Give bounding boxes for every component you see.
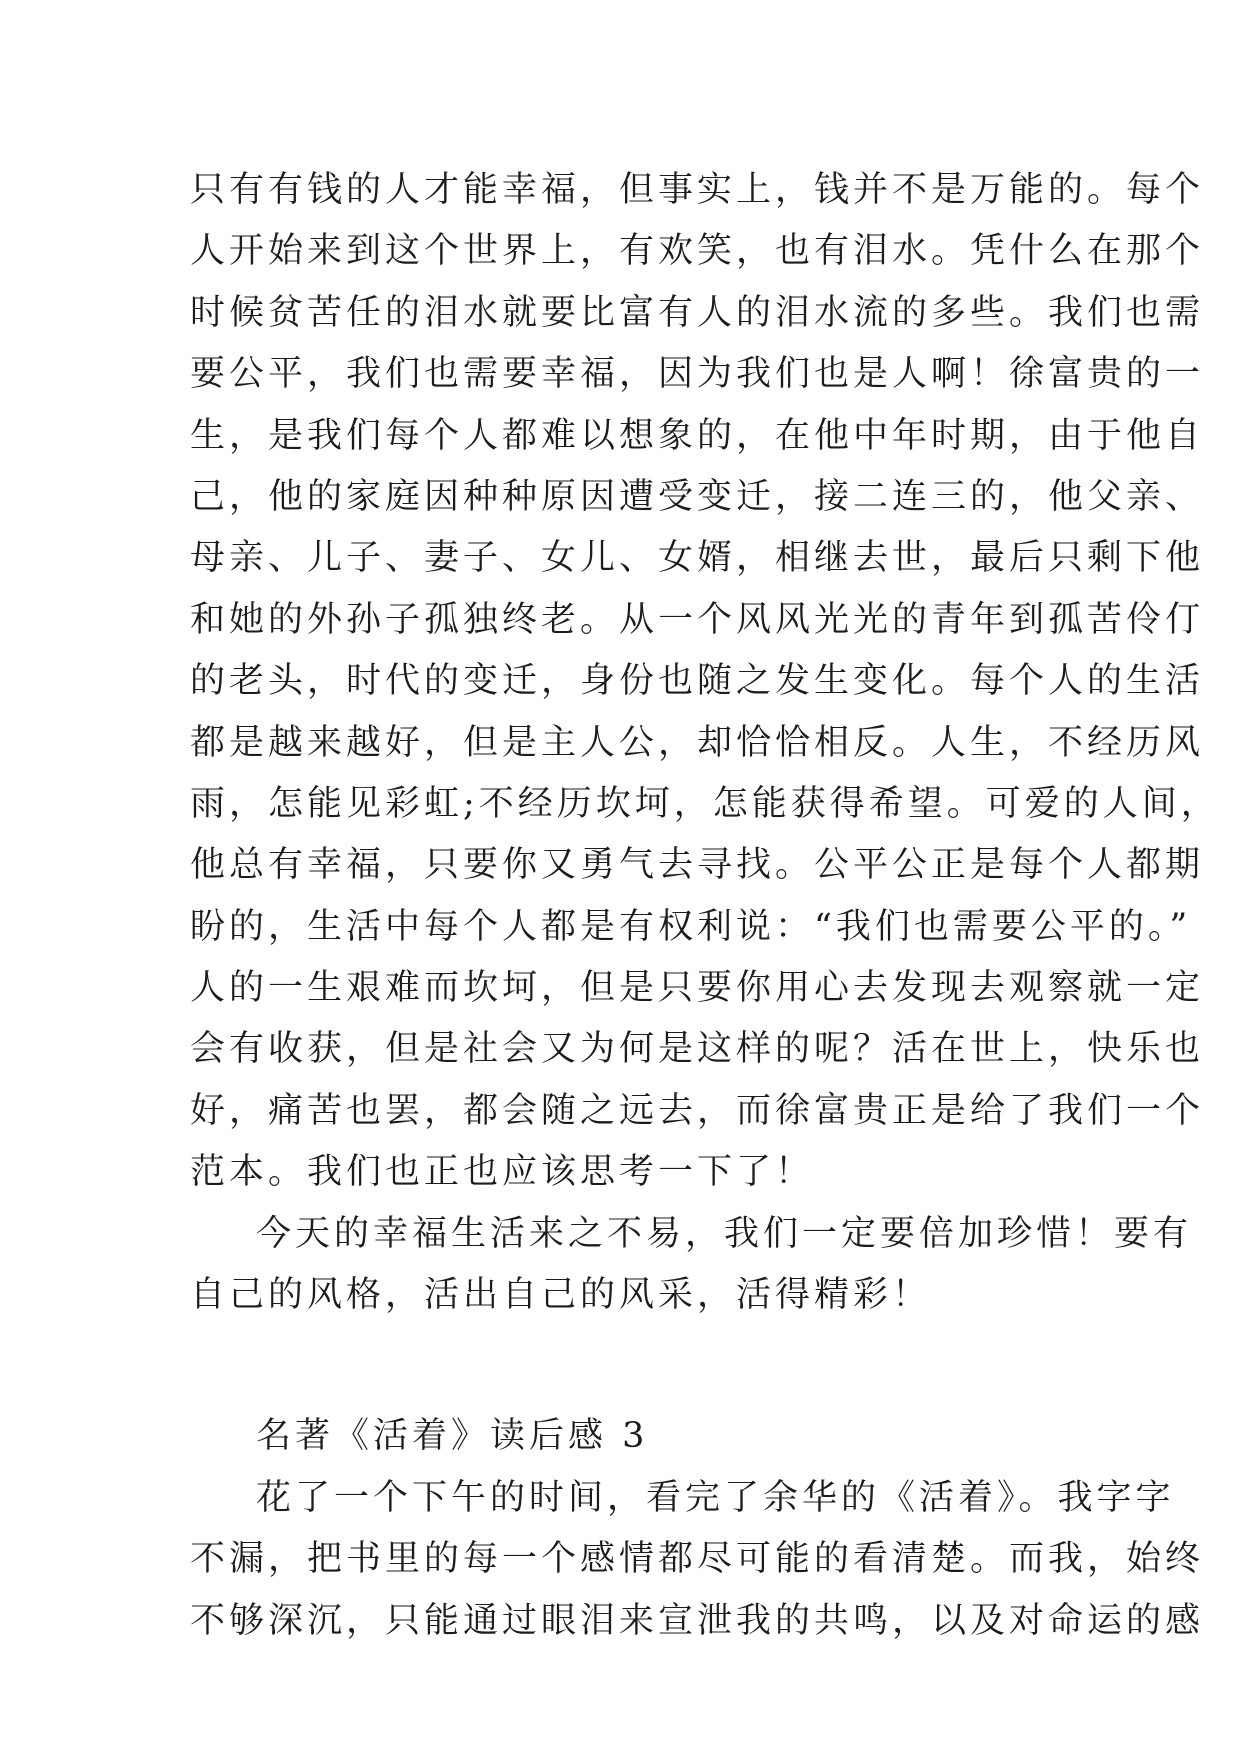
text-line: 不够深沉，只能通过眼泪来宣泄我的共鸣，以及对命运的感 — [190, 1600, 1205, 1641]
paragraph-3 — [190, 1468, 1205, 1652]
text-line: 不漏，把书里的每一个感情都尽可能的看清楚。而我，始终 — [190, 1539, 1205, 1580]
text-line: 生，是我们每个人都难以想象的，在他中年时期，由于他自 — [190, 415, 1205, 456]
text-line: 人开始来到这个世界上，有欢笑，也有泪水。凭什么在那个 — [190, 231, 1205, 272]
text-line: 范本。我们也正也应该思考一下了！ — [190, 1152, 815, 1193]
document-body — [190, 160, 1220, 1652]
text-line: 母亲、儿子、妻子、女儿、女婿，相继去世，最后只剩下他 — [190, 538, 1205, 579]
text-line: 好，痛苦也罢，都会随之远去，而徐富贵正是给了我们一个 — [190, 1090, 1205, 1131]
text-line: 己，他的家庭因种种原因遭受变迁，接二连三的，他父亲、 — [190, 476, 1205, 517]
text-line: 都是越来越好，但是主人公，却恰恰相反。人生，不经历风 — [190, 722, 1205, 763]
text-line: 雨，怎能见彩虹;不经历坎坷，怎能获得希望。可爱的人间， — [190, 783, 1220, 824]
section-heading: 名著《活着》读后感 3 — [256, 1416, 649, 1457]
text-line: 花了一个下午的时间，看完了余华的《活着》。我字字 — [256, 1477, 1175, 1518]
text-line: 要公平，我们也需要幸福，因为我们也是人啊！徐富贵的一 — [190, 354, 1205, 395]
text-line: 今天的幸福生活来之不易，我们一定要倍加珍惜！要有 — [256, 1213, 1193, 1254]
paragraph-2 — [190, 1204, 1193, 1327]
text-line: 会有收获，但是社会又为何是这样的呢？活在世上，快乐也 — [190, 1029, 1205, 1070]
section-spacer — [190, 1326, 1050, 1406]
text-line: 时候贫苦任的泪水就要比富有人的泪水流的多些。我们也需 — [190, 292, 1205, 333]
text-line: 他总有幸福，只要你又勇气去寻找。公平公正是每个人都期 — [190, 845, 1205, 886]
paragraph-1 — [190, 160, 1220, 1204]
text-line: 盼的，生活中每个人都是有权利说：“我们也需要公平的。” — [190, 906, 1192, 947]
text-line: 人的一生艰难而坎坷，但是只要你用心去发现去观察就一定 — [190, 968, 1205, 1009]
text-line: 的老头，时代的变迁，身份也随之发生变化。每个人的生活 — [190, 661, 1205, 702]
text-line: 和她的外孙子孤独终老。从一个风风光光的青年到孤苦伶仃 — [190, 599, 1205, 640]
text-line: 只有有钱的人才能幸福，但事实上，钱并不是万能的。每个 — [190, 170, 1205, 210]
text-line: 自己的风格，活出自己的风采，活得精彩！ — [190, 1275, 932, 1316]
